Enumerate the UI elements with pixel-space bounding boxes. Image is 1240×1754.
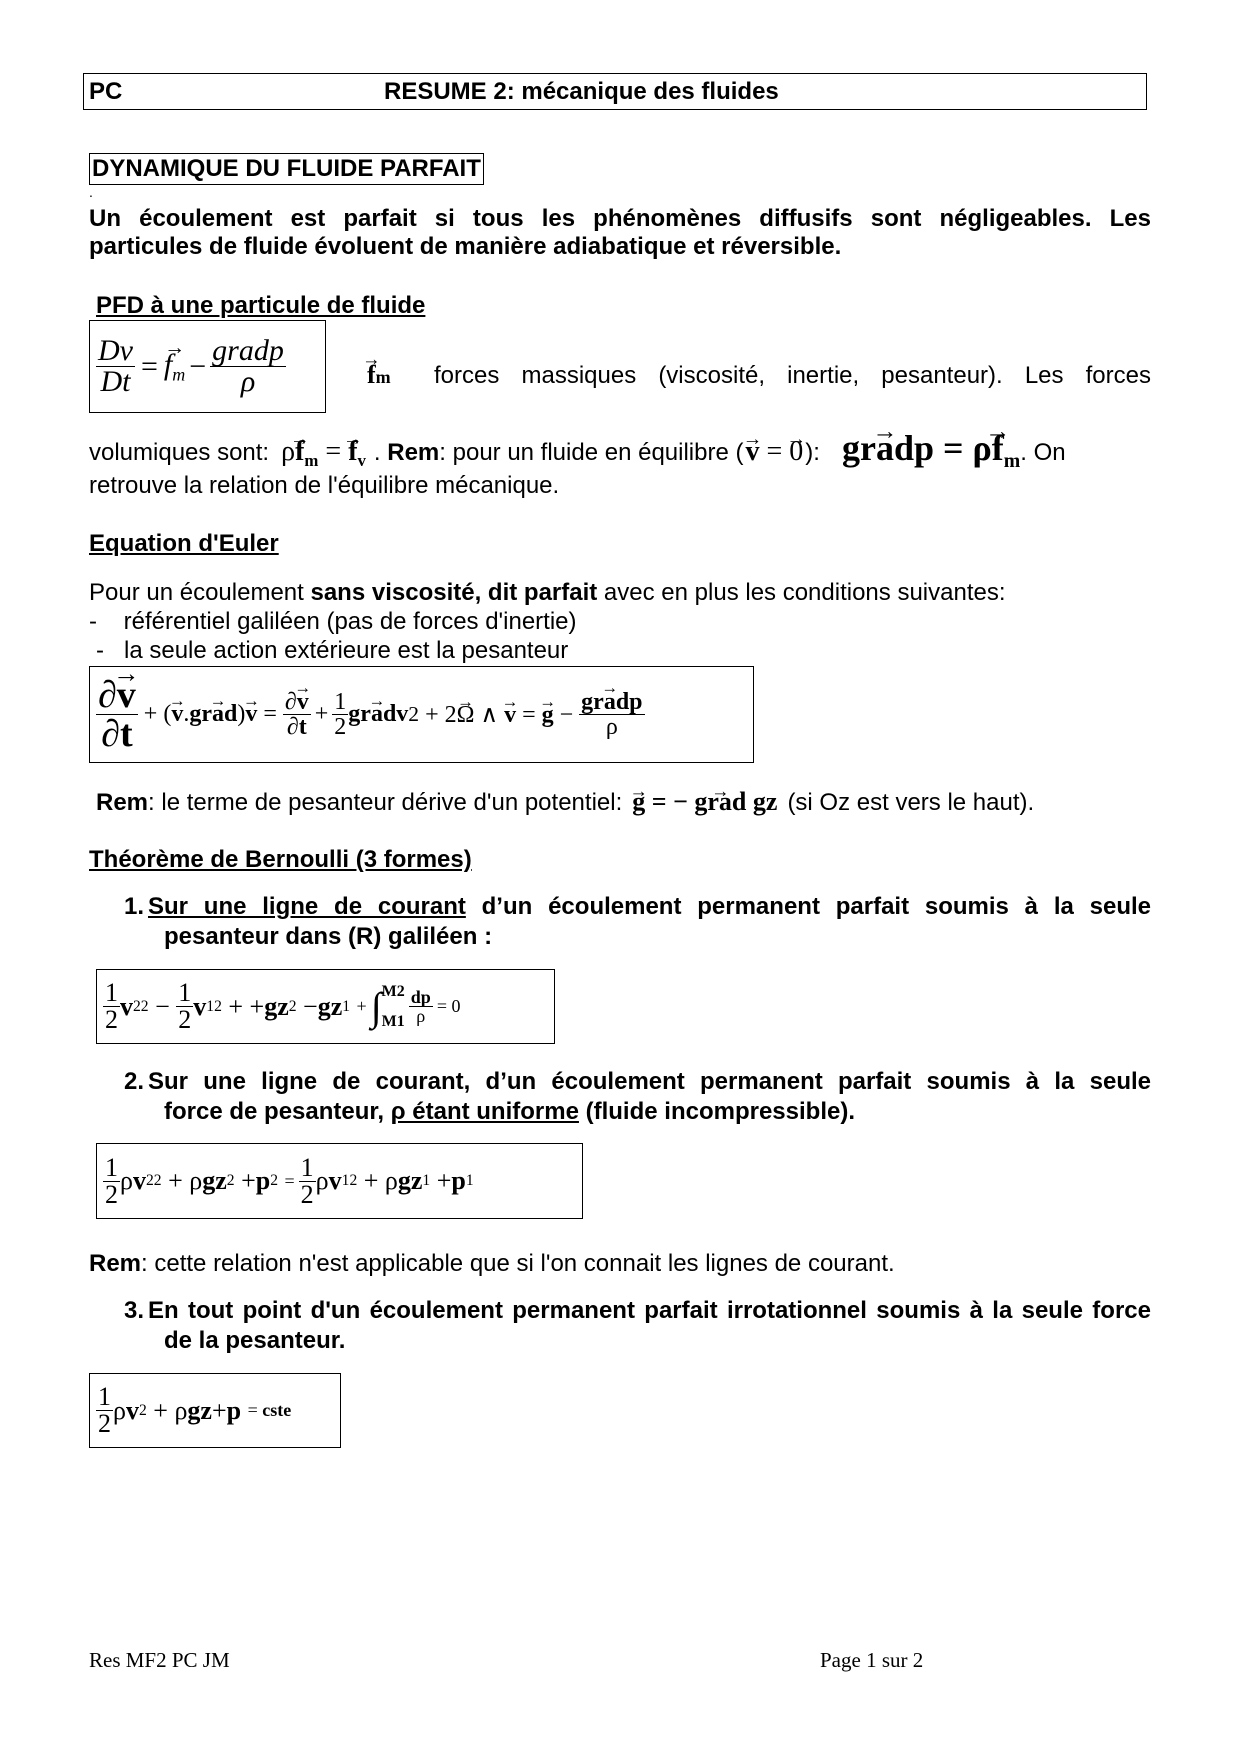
section-dot: . xyxy=(89,184,93,200)
pfd-fm-vector: → $f_m$ xyxy=(164,348,185,385)
pfd-den-left: Dt xyxy=(100,365,131,398)
g-equals-grad-gz: → g = − → grad gz xyxy=(632,787,777,817)
item3-num: 3. xyxy=(124,1297,145,1324)
euler-intro: Pour un écoulement sans viscosité, dit parfait avec en plus les conditions suivantes: xyxy=(89,579,1006,606)
euler-rem: Rem : le terme de pesanteur dérive d'un potentiel: → g = − → grad gz (si Oz est vers le haut). xyxy=(96,787,1034,818)
bernoulli-eq-1: $\frac{1}{2}$ v 2 2 − $\frac{1}{2}$ v 1 2 + + gz 2 − gz 1 + ∫ M2 M1 $\frac{dp}{\rho}$ = 0 xyxy=(96,969,555,1044)
euler-condition-2: - la seule action extérieure est la pesanteur xyxy=(96,637,569,664)
pfd-num-left: Dv xyxy=(98,334,133,367)
section-title-dynamique: DYNAMIQUE DU FLUIDE PARFAIT xyxy=(89,153,484,185)
bernoulli-eq-2: $\frac{1}{2}$ ρ v 2 2 + ρ gz 2 + p 2 = $\frac{1}{2}$ ρ v 1 2 + ρ gz 1 + p 1 xyxy=(96,1143,583,1219)
euler-title: Equation d'Euler xyxy=(89,530,279,557)
pfd-title: PFD à une particule de fluide xyxy=(96,292,426,319)
bernoulli-title: Théorème de Bernoulli (3 formes) xyxy=(89,846,472,873)
pfd-line-2: volumiques sont: $\rho\to f_m$ = → $f_v$ . Rem : pour un fluide en équilibre ( → v = → 0 ): gr→ adp = $\rho\to f_m$ . On xyxy=(89,433,1066,476)
bernoulli-rem: Rem: cette relation n'est applicable que si l'on connait les lignes de courant. xyxy=(89,1250,895,1277)
fm-description: forces massiques (viscosité, inertie, pesanteur). Les forces xyxy=(434,362,1151,389)
pfd-den-right: ρ xyxy=(240,365,256,398)
header-title: RESUME 2: mécanique des fluides xyxy=(384,78,779,105)
rem-label-1: Rem xyxy=(387,439,440,466)
bernoulli-eq-3: $\frac{1}{2}$ ρ v 2 + ρ gz + p = cste xyxy=(89,1373,341,1448)
item3-line-1: En tout point d'un écoulement permanent parfait irrotationnel soumis à la seule force xyxy=(148,1297,1151,1324)
fm-symbol: → fm xyxy=(367,360,391,390)
v-equals-zero: → v = → 0 xyxy=(745,437,803,467)
volumiques-text: volumiques sont: xyxy=(89,439,270,466)
definition-line-1: Un écoulement est parfait si tous les phénomènes diffusifs sont négligeables. Les xyxy=(89,205,1151,232)
rho-fm-equals-fv: $\rho\to f_m$ = → $f_v$ xyxy=(281,437,366,476)
item3-line-2: de la pesanteur. xyxy=(164,1327,346,1354)
item1-num: 1. xyxy=(124,893,145,920)
euler-equation: $\frac{\partial\to v}{\partial t}$ + (→ v.gr→ ad)→ v = $\frac{\partial\to v}{\partial t}$ + $\frac{1}{2}$ gr→ adv 2 + 2→ Ω ∧ → v = → g − $\frac{\text{gr→ adp}}{\rho}$ xyxy=(89,666,754,763)
grad-p-equals-rho-fm: gr→ adp = $\rho\to f_m$ xyxy=(842,433,1020,476)
constant-label: cste xyxy=(262,1400,292,1420)
pfd-equation: $\frac{Dv}{Dt}$ = → $f_m$ − $\frac{\text{gradp}}{\rho}$ xyxy=(89,320,326,413)
footer-left: Res MF2 PC JM xyxy=(89,1648,230,1672)
pfd-frac-left xyxy=(96,336,135,397)
item1-line-1: Sur une ligne de courant d’un écoulement permanent parfait soumis à la seule xyxy=(148,893,1151,920)
header-left: PC xyxy=(89,78,123,105)
pfd-line-3: retrouve la relation de l'équilibre mécanique. xyxy=(89,472,560,499)
definition-line-2: particules de fluide évoluent de manière adiabatique et réversible. xyxy=(89,233,842,260)
item2-num: 2. xyxy=(124,1068,145,1095)
footer-page: Page 1 sur 2 xyxy=(820,1648,924,1672)
item2-line-1: Sur une ligne de courant, d’un écoulement permanent parfait soumis à la seule xyxy=(148,1068,1151,1095)
pfd-num-right: gradp xyxy=(212,334,284,367)
pfd-frac-right xyxy=(210,336,286,397)
item1-line-2: pesanteur dans (R) galiléen : xyxy=(164,923,493,950)
rem-label-2: Rem xyxy=(96,789,149,816)
euler-condition-1: - référentiel galiléen (pas de forces d'inertie) xyxy=(89,608,577,635)
item2-line-2: force de pesanteur, ρ étant uniforme (fluide incompressible). xyxy=(164,1098,855,1125)
equilibre-text: : pour un fluide en équilibre ( xyxy=(439,439,744,466)
